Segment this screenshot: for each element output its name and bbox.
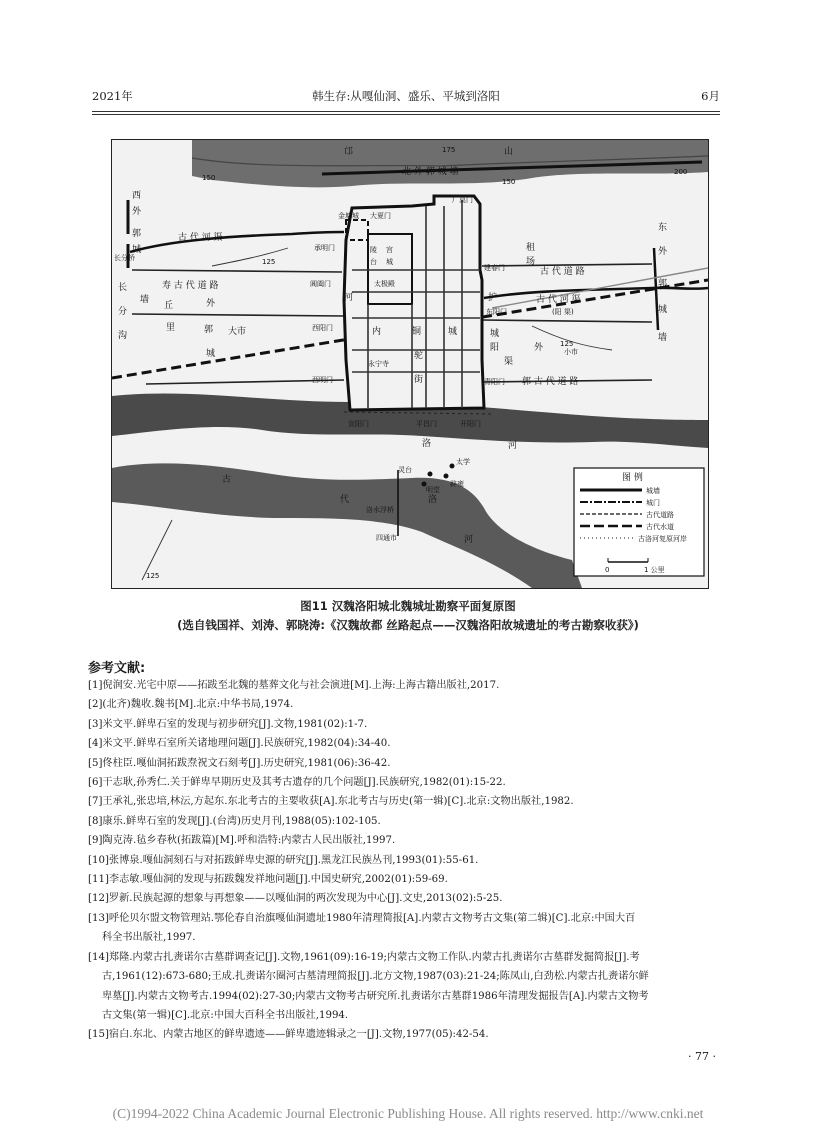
label-luo: 洛 — [422, 439, 432, 449]
legend-label-gate: 城门 — [646, 499, 660, 507]
reference-item: [3]米文平.鲜卑石室的发现与初步研究[J].文物,1981(02):1-7. — [88, 718, 368, 730]
label-gu: 古 — [222, 475, 232, 485]
label-dongyang: 东阳门 — [486, 308, 507, 316]
ancient-road-w2 — [132, 314, 344, 316]
label-lingtai: 灵台 — [398, 466, 412, 474]
label-luoshui: 洛水浮桥 — [366, 506, 394, 514]
label-road-e: 古 代 道 路 — [540, 267, 585, 277]
label-north-mountain: 邙 — [344, 147, 354, 157]
label-qu: 渠 — [504, 357, 514, 367]
label-tong: 铜 — [412, 327, 422, 337]
label-dai: 代 — [340, 495, 350, 505]
reference-item: [1]倪润安.光宅中原——拓跋至北魏的墓葬文化与社会演进[M].上海:上海古籍出版社,2017. — [88, 680, 500, 691]
label-yongning: 永宁寺 — [368, 360, 389, 368]
reference-item-cont: 科全书出版社,1997. — [102, 932, 196, 944]
label-cheng-e: 城 — [490, 329, 500, 339]
label-yang: 阳 — [490, 343, 500, 353]
ancient-road-e1 — [482, 264, 652, 266]
label-west-wall-4: 城 — [132, 245, 142, 255]
reference-item: [2](北齐)魏收.魏书[M].北京:中华书局,1974. — [88, 699, 294, 711]
reference-item: [11]李志敏.嘎仙洞的发现与拓跋魏发祥地问题[J].中国史研究,2002(01):59-69. — [88, 874, 448, 886]
label-he-river: 河 — [508, 441, 518, 451]
label-road-w: 寿 古 代 道 路 — [162, 281, 219, 291]
palace-city — [368, 234, 412, 304]
reference-item: [15]宿白.东北、内蒙古地区的鲜卑遗迹——鲜卑遗迹辑录之一[J].文物,1977(05):42-54. — [88, 1029, 489, 1041]
reference-item: [7]王承礼,张忠培,林沄,方起东.东北考古的主要收获[A].东北考古与历史(第一辑)[C].北京:文物出版社,1982. — [88, 796, 574, 808]
legend-box — [574, 468, 704, 576]
label-biyong: 辟雍 — [450, 480, 464, 488]
label-jinyong: 金墉城 — [338, 212, 359, 220]
header-rule-thin — [92, 114, 720, 115]
references-list — [88, 676, 738, 1045]
label-xiyang: 西阳门 — [312, 324, 333, 332]
city-map-figure — [111, 139, 709, 589]
label-jie: 街 — [414, 375, 424, 385]
contour-125c — [142, 520, 172, 580]
label-west-wall-2: 外 — [132, 207, 142, 217]
label-guangmo: 广莫门 — [452, 196, 473, 204]
label-chang: 场 — [526, 257, 536, 267]
label-xiaoshi: 小市 — [564, 348, 578, 356]
scale-zero: 0 — [605, 566, 610, 574]
label-taixue: 太学 — [456, 458, 470, 466]
label-east-wall-1: 东 — [658, 223, 668, 233]
reference-item: [6]干志耿,孙秀仁.关于鲜卑早期历史及其考古遗存的几个问题[J].民族研究,1982(01):15-22. — [88, 777, 506, 789]
reference-item: [4]米文平.鲜卑石室所关诸地理问题[J].民族研究,1982(04):34-40. — [88, 738, 391, 750]
label-changfen-gou-1: 长 — [118, 283, 128, 293]
label-tuo: 驼 — [414, 351, 424, 361]
label-sitong: 四通市 — [376, 534, 397, 542]
contour-125a — [212, 248, 288, 266]
label-150b: 150 — [502, 178, 516, 186]
reference-item-cont: 古,1961(12):673-680;王成.扎赉诺尔圈河古墓清理简报[J].北方文物,1987(03):21-24;陈凤山,白劲松.内蒙古扎赉诺尔鲜 — [102, 971, 649, 983]
site-dot-taixue — [450, 464, 455, 469]
label-gong: 宫 — [386, 246, 393, 254]
running-header — [92, 88, 720, 108]
legend-label-road: 古代道路 — [646, 511, 674, 519]
label-gong2: 城 — [386, 258, 393, 266]
reference-item-cont: 古文集(第一辑)[C].北京:中国大百科全书出版社,1994. — [102, 1009, 349, 1021]
label-taiji: 太极殿 — [374, 280, 395, 288]
label-east-wall-4: 城 — [658, 305, 668, 315]
label-125a: 125 — [262, 258, 276, 266]
label-east-wall-5: 墙 — [658, 333, 668, 343]
label-canal-nw: 古 代 河 渠 — [178, 233, 223, 243]
label-west-wall-3: 郭 — [132, 229, 142, 239]
label-mingtang: 明堂 — [426, 486, 440, 494]
site-dot-biyong — [444, 474, 449, 479]
figure-source: (选自钱国祥、刘涛、郭晓涛:《汉魏故都 丝路起点——汉魏洛阳故城遗址的考古勘察收获》) — [177, 618, 639, 632]
ancient-road-e2 — [482, 320, 652, 322]
label-li: 里 — [166, 323, 176, 333]
label-hu: 护 — [488, 293, 498, 303]
scale-one: 1 公里 — [644, 566, 665, 574]
label-200: 200 — [674, 168, 688, 176]
header-year: 2021年 — [92, 89, 133, 103]
label-xuanyang: 宣阳门 — [348, 420, 369, 428]
label-east-wall-2: 外 — [658, 247, 668, 257]
label-wai: 外 — [206, 299, 216, 309]
legend-label-bank: 古洛河复原河岸 — [638, 535, 687, 543]
label-qiu: 丘 — [164, 301, 174, 311]
label-north-mountain2: 山 — [504, 147, 514, 157]
label-dashi: 大市 — [228, 327, 247, 337]
label-he: 河 — [344, 293, 354, 303]
canal-nw — [130, 232, 344, 252]
references-title: 参考文献: — [88, 661, 146, 676]
label-guo: 郭 — [204, 325, 214, 335]
map-legend — [574, 468, 704, 576]
label-cheng: 城 — [206, 349, 216, 359]
label-150a: 150 — [202, 174, 216, 182]
label-luo2: 洛 — [428, 495, 438, 505]
label-dasha: 大夏门 — [370, 212, 391, 220]
copyright-footer: (C)1994-2022 China Academic Journal Electronic Publishing House. All rights reserved. http://www.cnki.net — [112, 1106, 704, 1121]
site-dot-lingtai — [428, 472, 433, 477]
label-fu-qu: (阳 渠) — [552, 308, 574, 316]
reference-item: [9]陶克涛.毡乡春秋(拓跋篇)[M].呼和浩特:内蒙古人民出版社,1997. — [88, 835, 396, 847]
figure-caption: 图11 汉魏洛阳城北魏城址勘察平面复原图 — [300, 599, 516, 613]
label-chengming: 承明门 — [314, 244, 335, 252]
label-canal-e: 古 代 河 渠 — [536, 295, 581, 305]
label-zu: 租 — [526, 243, 536, 253]
header-month: 6月 — [701, 89, 720, 103]
label-qingyang: 青阳门 — [484, 378, 505, 386]
label-west-wall-1: 西 — [132, 191, 142, 201]
legend-title: 图 例 — [622, 473, 643, 483]
label-pingchang: 平昌门 — [416, 420, 437, 428]
label-wai-e: 外 — [534, 343, 544, 353]
header-rule — [92, 111, 720, 112]
label-changfen-gou-3: 沟 — [118, 331, 128, 341]
label-jianchun: 建春门 — [484, 264, 505, 272]
reference-item: [5]佟柱臣.嘎仙洞拓跋焘祝文石刻考[J].历史研究,1981(06):36-42. — [88, 757, 391, 769]
ancient-road-w1 — [132, 270, 342, 272]
legend-label-waterway: 古代水道 — [646, 523, 674, 531]
label-road-se: 郭 古 代 道 路 — [522, 377, 579, 387]
ancient-luo-river — [112, 463, 582, 588]
reference-item: [10]张博泉.嘎仙洞刻石与对拓跋鲜卑史源的研究[J].黑龙江民族丛刊,1993(01):55-61. — [88, 854, 479, 866]
label-tai: 台 — [370, 258, 377, 266]
label-east-wall-3: 郭 — [658, 279, 668, 289]
header-title: 韩生存:从嘎仙洞、盛乐、平城到洛阳 — [312, 89, 500, 103]
legend-label-wall: 城墙 — [646, 487, 660, 495]
reference-item: [14]郑隆.内蒙古扎赉诺尔古墓群调查记[J].文物,1961(09):16-19;内蒙古文物工作队.内蒙古扎赉诺尔古墓群发掘简报[J].考 — [88, 951, 640, 963]
reference-item: [8]康乐.鲜卑石室的发现[J].(台湾)历史月刊,1988(05):102-105. — [88, 815, 381, 827]
label-125b: 125 — [560, 340, 574, 348]
label-changhe: 阊阖门 — [310, 280, 331, 288]
page-number: · 77 · — [688, 1050, 716, 1063]
label-nei: 内 — [372, 327, 382, 337]
label-ximing: 西明门 — [312, 376, 333, 384]
label-north-outer-wall: 北 外 郭 城 墙 — [402, 167, 459, 177]
label-kaiyang: 开阳门 — [460, 420, 481, 428]
map-svg — [112, 140, 708, 588]
label-changfen: 长分桥 — [114, 254, 135, 262]
label-he2: 河 — [464, 535, 474, 545]
reference-item: [12]罗新.民族起源的想象与再想象——以嘎仙洞的两次发现为中心[J].文史,2013(02):5-25. — [88, 893, 503, 905]
reference-item: [13]呼伦贝尔盟文物管理站.鄂伦春自治旗嘎仙洞遗址1980年清理简报[A].内蒙古文物考古文集(第二辑)[C].北京:中国大百 — [88, 912, 636, 924]
label-175: 175 — [442, 146, 456, 154]
label-ling: 陵 — [370, 246, 377, 254]
label-changfen-gou-2: 分 — [118, 307, 128, 317]
label-cheng-in: 城 — [448, 327, 458, 337]
label-qiang: 墙 — [140, 295, 150, 305]
reference-item-cont: 卑墓[J].内蒙古文物考古.1994(02):27-30;内蒙古文物考古研究所.扎赉诺尔古墓群1986年清理发掘报告[A].内蒙古文物考 — [102, 990, 649, 1002]
label-125c: 125 — [146, 572, 160, 580]
